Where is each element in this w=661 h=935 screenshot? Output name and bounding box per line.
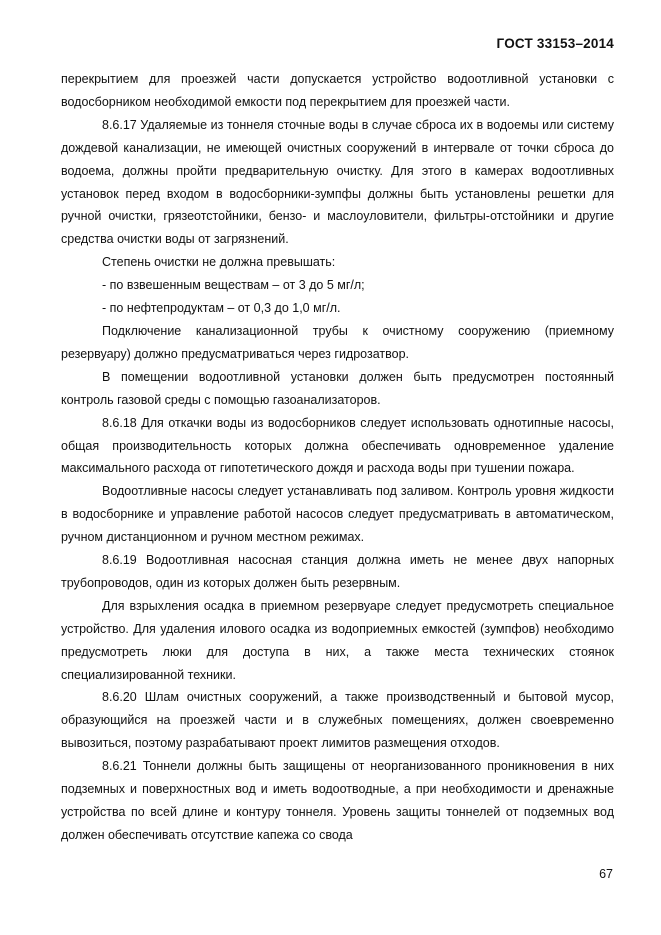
paragraph-sewer-connection: Подключение канализационной трубы к очистному сооружению (приемному резервуару) должно предусматриваться через гидрозатвор. — [61, 323, 614, 361]
document-body — [61, 68, 614, 847]
paragraph-8-6-20: 8.6.20 Шлам очистных сооружений, а также производственный и бытовой мусор, образующийся на проезжей части и в служебных помещениях, должен своевременно вывозиться, поэтому разрабатывают проект лимитов размещения отходов. — [61, 690, 614, 751]
paragraph-pumps: Водоотливные насосы следует устанавливать под заливом. Контроль уровня жидкости в водосборнике и управление работой насосов следует предусматривать в автоматическом, ручном дистанционном и ручном местном режимах. — [61, 484, 614, 545]
paragraph-gas-control: В помещении водоотливной установки должен быть предусмотрен постоянный контроль газовой среды с помощью газоанализаторов. — [61, 369, 614, 407]
paragraph-continuation: перекрытием для проезжей части допускается устройство водоотливной установки с водосборником необходимой емкости под перекрытием для проезжей части. — [61, 72, 614, 109]
paragraph-8-6-21: 8.6.21 Тоннели должны быть защищены от неорганизованного проникновения в них подземных и поверхностных вод и иметь водоотводные, а при необходимости и дренажные устройства по всей длине и контуру тоннеля. Уровень защиты тоннелей от подземных вод должен обеспечивать отсутствие капежа со свода — [61, 759, 614, 842]
paragraph-sludge-loosening: Для взрыхления осадка в приемном резервуаре следует предусмотреть специальное устройство. Для удаления илового осадка из водоприемных емкостей (зумпфов) необходимо предусмотреть люки для доступа в них, а также места технических стоянок специализированной техники. — [61, 598, 614, 682]
paragraph-8-6-19: 8.6.19 Водоотливная насосная станция должна иметь не менее двух напорных трубопроводов, один из которых должен быть резервным. — [61, 553, 614, 590]
page-number: 67 — [599, 867, 613, 881]
paragraph-8-6-17: 8.6.17 Удаляемые из тоннеля сточные воды в случае сброса их в водоемы или систему дождевой канализации, не имеющей очистных сооружений в интервале от точки сброса до водоема, должны пройти предварительную очистку. Для этого в камерах водоотливных установок перед входом в водосборники-зумпфы должны быть установлены решетки для ручной очистки, грязеотстойники, бензо- и маслоуловители, фильтры-отстойники и другие средства очистки воды от загрязнений. — [61, 117, 614, 247]
list-item-oil-products: - по нефтепродуктам – от 0,3 до 1,0 мг/л. — [102, 301, 341, 316]
document-code-header: ГОСТ 33153–2014 — [496, 36, 614, 51]
paragraph-purification-degree: Степень очистки не должна превышать: — [102, 255, 336, 270]
list-item-suspended-solids: - по взвешенным веществам – от 3 до 5 мг/л; — [102, 278, 365, 293]
paragraph-8-6-18: 8.6.18 Для откачки воды из водосборников следует использовать однотипные насосы, общая производительность которых должна обеспечивать одновременное удаление максимального расхода от гипотетического дождя и расхода воды при тушении пожара. — [61, 415, 614, 476]
